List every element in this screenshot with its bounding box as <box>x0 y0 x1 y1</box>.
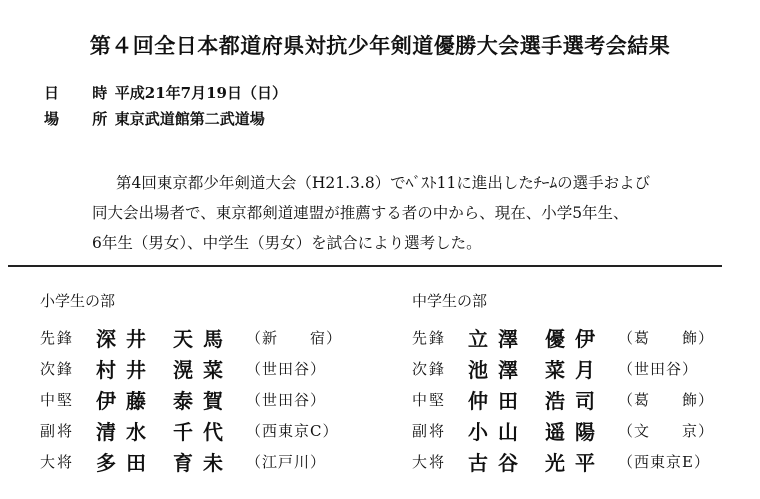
place-row <box>44 108 265 129</box>
player-name: 小山 遥陽 <box>468 420 605 444</box>
player-position: 先鋒 <box>40 329 75 347</box>
player-row <box>40 353 342 384</box>
player-name: 多田 育未 <box>96 451 233 475</box>
player-row <box>40 322 342 353</box>
junior-high-player-list <box>412 322 714 477</box>
player-position: 先鋒 <box>412 329 447 347</box>
player-name: 池澤 菜月 <box>468 358 605 382</box>
player-row <box>40 446 342 477</box>
player-row <box>40 415 342 446</box>
paragraph-line: 第4回東京都少年剣道大会（H21.3.8）でﾍﾞｽﾄ11に進出したﾁｰﾑの選手および <box>116 174 651 192</box>
player-row <box>40 384 342 415</box>
player-position: 中堅 <box>412 391 447 409</box>
player-position: 大将 <box>412 453 447 471</box>
divider-line <box>8 265 722 267</box>
player-row <box>412 446 714 477</box>
elementary-player-list <box>40 322 342 477</box>
junior-high-heading: 中学生の部 <box>412 292 488 310</box>
player-name: 立澤 優伊 <box>468 327 605 351</box>
player-region: （西東京C） <box>246 422 339 440</box>
player-region: （江戸川） <box>246 453 327 471</box>
date-row <box>44 82 287 103</box>
player-name: 仲田 浩司 <box>468 389 605 413</box>
description-paragraph <box>92 168 732 258</box>
date-label: 日 時 <box>44 84 122 102</box>
player-position: 中堅 <box>40 391 75 409</box>
player-name: 伊藤 泰賀 <box>96 389 233 413</box>
paragraph-line: 同大会出場者で、東京都剣道連盟が推薦する者の中から、現在、小学5年生、 <box>92 204 629 222</box>
player-row <box>412 384 714 415</box>
player-position: 次鋒 <box>40 360 75 378</box>
player-row <box>412 322 714 353</box>
player-region: （新 宿） <box>246 329 343 347</box>
player-position: 大将 <box>40 453 75 471</box>
elementary-heading: 小学生の部 <box>40 292 116 310</box>
document-title: 第４回全日本都道府県対抗少年剣道優勝大会選手選考会結果 <box>89 33 671 58</box>
player-region: （世田谷） <box>618 360 699 378</box>
player-region: （葛 飾） <box>618 391 715 409</box>
player-region: （西東京E） <box>618 453 710 471</box>
player-region: （世田谷） <box>246 391 327 409</box>
player-name: 清水 千代 <box>96 420 233 444</box>
player-region: （文 京） <box>618 422 715 440</box>
player-position: 副将 <box>412 422 447 440</box>
player-name: 深井 天馬 <box>96 327 233 351</box>
player-name: 村井 滉菜 <box>96 358 233 382</box>
player-row <box>412 415 714 446</box>
player-region: （葛 飾） <box>618 329 715 347</box>
player-region: （世田谷） <box>246 360 327 378</box>
paragraph-line: 6年生（男女）、中学生（男女）を試合により選考した。 <box>92 234 482 252</box>
player-position: 次鋒 <box>412 360 447 378</box>
date-value: 平成21年7月19日（日） <box>114 84 287 102</box>
place-label: 場 所 <box>44 110 122 128</box>
place-value: 東京武道館第二武道場 <box>114 110 265 128</box>
player-name: 古谷 光平 <box>468 451 605 475</box>
player-row <box>412 353 714 384</box>
player-position: 副将 <box>40 422 75 440</box>
